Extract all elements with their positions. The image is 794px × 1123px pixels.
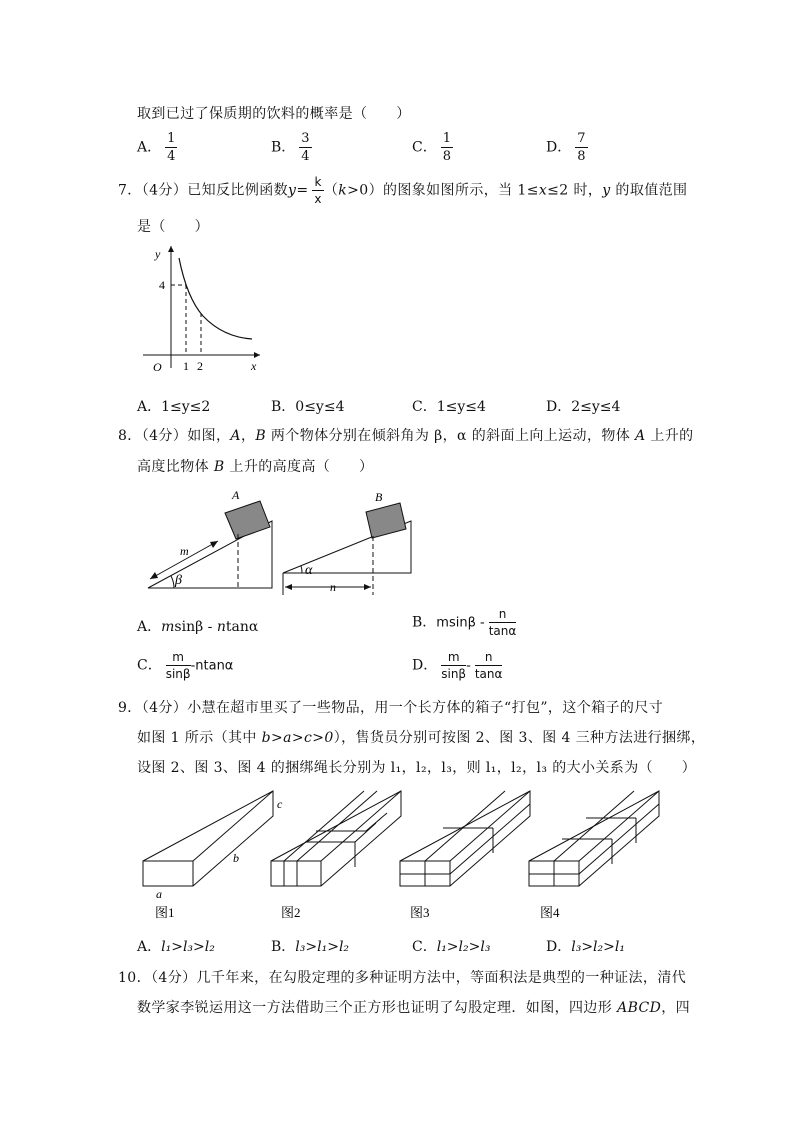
label-beta: β	[175, 573, 182, 588]
q7-option-b: B．0≤y≤4	[271, 399, 345, 415]
q6-option-a: A． $\frac{1}{4}$	[137, 131, 176, 164]
q9-stem-line2: 如图 1 所示（其中 b>a>c>0），售货员分别可按图 2、图 3、图 4 三种方法进行捆绑，	[137, 730, 706, 746]
y-axis-arrow-icon	[168, 246, 174, 252]
label-m: m	[180, 544, 189, 558]
q7-option-d: D．2≤y≤4	[546, 399, 621, 415]
q7-stem-line2: 是（ ）	[137, 219, 209, 235]
q9-option-c: C．l₁>l₂>l₃	[412, 939, 491, 955]
block-a	[225, 501, 270, 539]
q8-option-a: A．msinβ - ntanα	[137, 619, 259, 635]
q7-hyperbola-graph	[135, 240, 270, 375]
fig4-box	[529, 791, 659, 886]
q7-option-a: A．1≤y≤2	[137, 399, 211, 415]
q9-stem-line1: 9．（4分）小慧在超市里买了一些物品，用一个长方体的箱子“打包”，这个箱子的尺寸	[118, 700, 664, 716]
x-axis-label: x	[251, 359, 257, 373]
q8-option-d: D． $\frac{m}{\sin\beta}$ - $\frac{n}{\tan\alpha}$	[412, 650, 503, 681]
angle-beta-arc	[171, 576, 174, 588]
caption-fig3: 图3	[410, 905, 430, 920]
q8-stem-line1: 8．（4分）如图，A，B 两个物体分别在倾斜角为 β，α 的斜面上向上运动，物体 A 上升的	[118, 428, 694, 444]
x-tick-2: 2	[197, 359, 203, 373]
fig1-box	[143, 791, 283, 901]
q6-option-b: B． $\frac{3}{4}$	[271, 131, 310, 164]
q8-slopes-figure	[140, 483, 430, 598]
label-a: A	[232, 488, 240, 502]
angle-alpha-arc	[301, 566, 302, 573]
q6-stem-tail: 取到已过了保质期的饮料的概率是（ ）	[137, 106, 411, 122]
fig2-box	[271, 791, 401, 886]
q8-option-b: B．msinβ - $\frac{n}{\tan\alpha}$	[412, 607, 517, 638]
x-tick-1: 1	[183, 359, 189, 373]
label-c: c	[277, 797, 283, 811]
q9-stem-line3: 设图 2、图 3、图 4 的捆绑绳长分别为 l₁，l₂，l₃，则 l₁，l₂，l₃ 的大小关系为（ ）	[137, 760, 697, 776]
block-b	[366, 503, 406, 538]
label-alpha: α	[305, 563, 313, 578]
caption-fig4: 图4	[540, 905, 560, 920]
caption-fig2: 图2	[281, 905, 301, 920]
q9-boxes-figure	[138, 786, 668, 926]
caption-fig1: 图1	[155, 905, 175, 920]
fig3-box	[400, 791, 530, 886]
label-b: B	[375, 490, 383, 504]
q8-option-c: C． $\frac{m}{\sin\beta}$ -ntanα	[137, 650, 234, 681]
arrow-n-left-icon	[285, 584, 292, 590]
y-axis-label: y	[155, 247, 161, 261]
q8-stem-line2: 高度比物体 B 上升的高度高（ ）	[137, 459, 374, 475]
q10-stem-line1: 10．（4分）几千年来，在勾股定理的多种证明方法中，等面积法是典型的一种证法，清代	[118, 970, 687, 986]
hyperbola-curve	[179, 258, 252, 339]
q6-option-d: D． $\frac{7}{8}$	[546, 131, 586, 164]
arrow-n-right-icon	[364, 584, 371, 590]
y-tick-4: 4	[159, 278, 165, 292]
origin-label: O	[153, 360, 162, 374]
q9-option-b: B．l₃>l₁>l₂	[271, 939, 350, 955]
label-b: b	[233, 851, 239, 865]
label-n: n	[330, 580, 336, 594]
x-axis-arrow-icon	[254, 352, 260, 358]
q9-option-d: D．l₃>l₂>l₁	[546, 939, 625, 955]
q9-option-a: A．l₁>l₃>l₂	[137, 939, 215, 955]
q10-stem-line2: 数学家李锐运用这一方法借助三个正方形也证明了勾股定理．如图，四边形 ABCD，四	[137, 1000, 691, 1016]
q6-option-c: C． $\frac{1}{8}$	[412, 131, 451, 164]
label-a: a	[156, 887, 162, 901]
q7-stem-line1: 7．（4分）已知反比例函数y= $\frac{k}{x}$ （k>0）的图象如图所示，当 1≤x≤2 时，y 的取值范围	[118, 175, 688, 206]
q7-option-c: C．1≤y≤4	[412, 399, 486, 415]
